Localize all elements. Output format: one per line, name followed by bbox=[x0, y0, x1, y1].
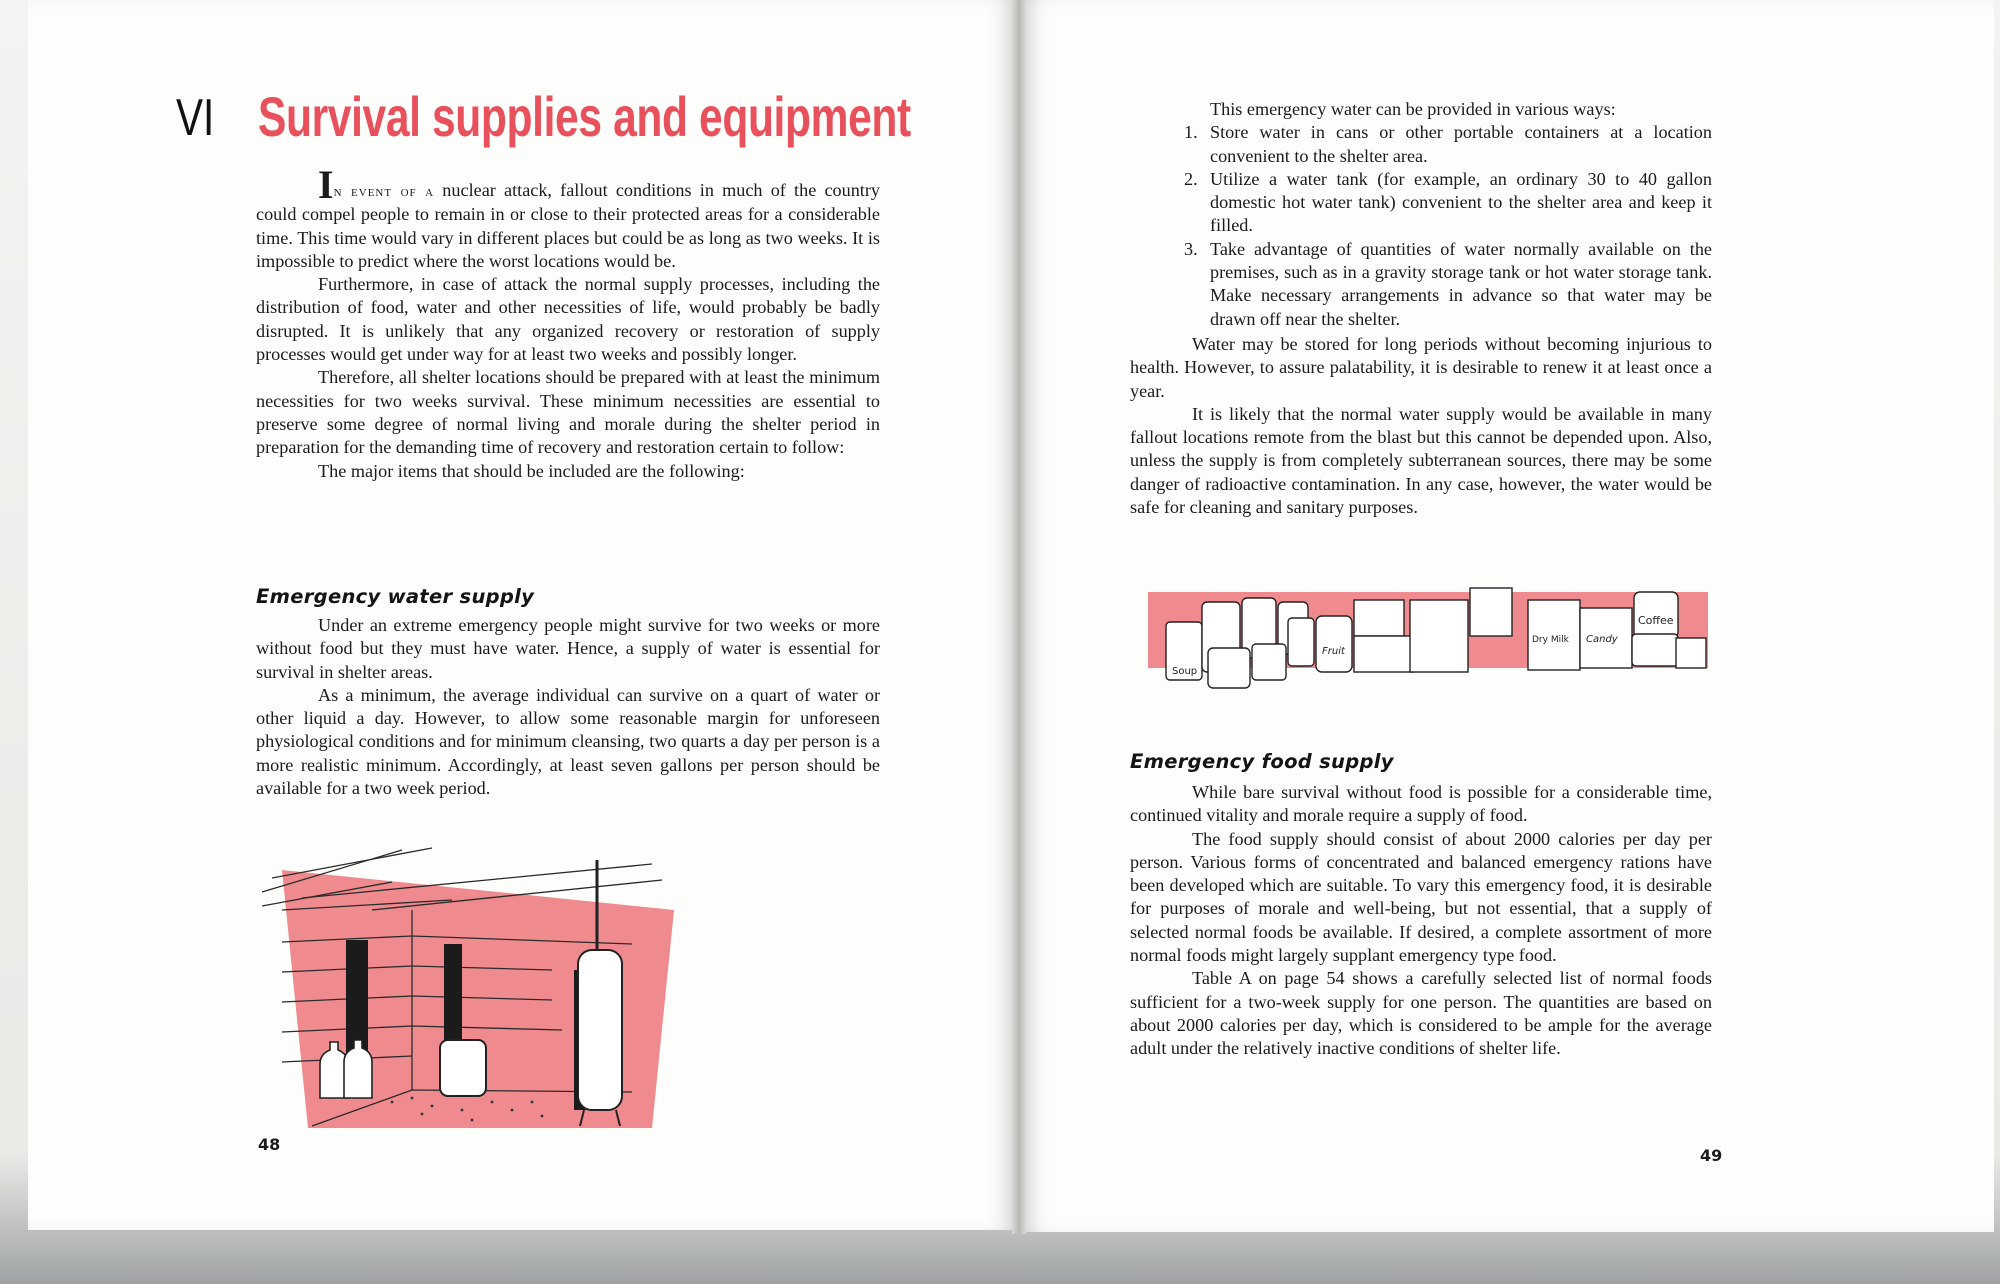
intro-text-rest: nuclear attack, fallout conditions in much of the country could compel people to remain in or close to their protected areas for a considerable time. This time would vary in different places but could be as long as two weeks. It is impossible to predict where the worst locations would be. bbox=[256, 180, 881, 271]
box-label-dry-milk: Dry Milk bbox=[1532, 635, 1569, 645]
paragraph-water-storage: Water may be stored for long periods without becoming injurious to health. However, to assure palatability, it is desirable to renew it at least once a year. bbox=[1130, 333, 1712, 401]
paragraph-water-minimum: As a minimum, the average individual can survive on a quart of water or other liquid a day. However, to allow some reasonable margin for unforeseen physiological conditions and for minimum cleansing, two quarts a day per person is a more realistic minimum. Accordingly, at least seven gallons per person should be available for a two week period. bbox=[256, 684, 880, 799]
list-number: 1. bbox=[1184, 122, 1198, 143]
box-label-candy: Candy bbox=[1586, 634, 1618, 645]
paragraph-water-contamination: It is likely that the normal water supply would be available in many fallout locations remote from the blast but this cannot be depended upon. Also, unless the supply is from completely subterranean sources, there may be some danger of radioactive contamination. In any case, however, the water would be safe for cleaning and sanitary purposes. bbox=[1130, 403, 1712, 518]
paragraph-supply-processes: Furthermore, in case of attack the normal supply processes, including the distribution of food, water and other necessities of life, would probably be badly disrupted. It is unlikely that any organized recovery or restoration of supply processes would get under way for at least two weeks and possibly longer. bbox=[256, 274, 880, 365]
list-number: 2. bbox=[1184, 168, 1198, 189]
can-label-coffee: Coffee bbox=[1638, 614, 1674, 627]
water-text bbox=[256, 614, 880, 800]
chapter-number: VI bbox=[176, 89, 215, 147]
list-item bbox=[1184, 168, 1712, 238]
water-supply-heading: Emergency water supply bbox=[256, 585, 535, 608]
water-methods-text bbox=[1130, 98, 1712, 519]
page-number-right: 49 bbox=[1700, 1146, 1723, 1165]
paragraph-shelter-locations: Therefore, all shelter locations should be prepared with at least the minimum necessities for two weeks survival. These minimum necessities are essential to preserve some degree of normal living and morale during the shelter period in preparation for the demanding time of recovery and restoration certain to follow: bbox=[256, 367, 880, 458]
intro-text bbox=[256, 162, 881, 483]
paragraph-water-survival: Under an extreme emergency people might survive for two weeks or more without food but they must have water. Hence, a supply of water is essential for survival in shelter areas. bbox=[256, 615, 880, 682]
list-number: 3. bbox=[1184, 238, 1198, 259]
paragraph-food-table: Table A on page 54 shows a carefully selected list of normal foods sufficient for a two-week supply for one person. The quantities are based on about 2000 calories per day, which is considered to be ample for the average adult under the relatively inactive conditions of shelter life. bbox=[1130, 968, 1712, 1059]
book-gutter bbox=[1012, 0, 1026, 1234]
paragraph-major-items: The major items that should be included are the following: bbox=[318, 460, 745, 481]
list-text: Store water in cans or other portable containers at a location convenient to the shelter area. bbox=[1210, 122, 1712, 166]
list-text: Take advantage of quantities of water normally available on the premises, such as in a gravity storage tank or hot water storage tank. Make necessary arrangements in advance so that water may be drawn off near the shelter. bbox=[1210, 238, 1712, 329]
ways-intro: This emergency water can be provided in various ways: bbox=[1210, 99, 1616, 119]
paragraph-food-calories: The food supply should consist of about 2000 calories per day per person. Various forms of concentrated and balanced emergency rations have been developed which are suitable. To vary this emergency food, it is desirable for purposes of morale and well-being, but not essential, that a supply of selected normal foods be available. If desired, a complete assortment of more normal foods might largely supplant emergency type food. bbox=[1130, 828, 1712, 966]
list-item bbox=[1184, 238, 1712, 331]
shelter-water-illustration bbox=[262, 840, 682, 1130]
intro-paragraph bbox=[256, 162, 881, 273]
food-text bbox=[1130, 781, 1712, 1061]
list-item bbox=[1184, 121, 1712, 168]
intro-small-caps: n event of a bbox=[333, 183, 435, 200]
paragraph-food-survival: While bare survival without food is possible for a considerable time, continued vitality and morale require a supply of food. bbox=[1130, 782, 1712, 826]
drop-cap: I bbox=[318, 162, 334, 207]
can-label-fruit: Fruit bbox=[1322, 646, 1345, 657]
list-text: Utilize a water tank (for example, an ordinary 30 to 40 gallon domestic hot water tank) convenient to the shelter area and keep it filled. bbox=[1210, 168, 1712, 236]
page-number-left: 48 bbox=[258, 1135, 281, 1154]
food-cans-illustration bbox=[1148, 578, 1708, 706]
chapter-title: Survival supplies and equipment bbox=[258, 85, 911, 148]
can-label-soup: Soup bbox=[1172, 666, 1198, 677]
food-supply-heading: Emergency food supply bbox=[1130, 750, 1394, 773]
